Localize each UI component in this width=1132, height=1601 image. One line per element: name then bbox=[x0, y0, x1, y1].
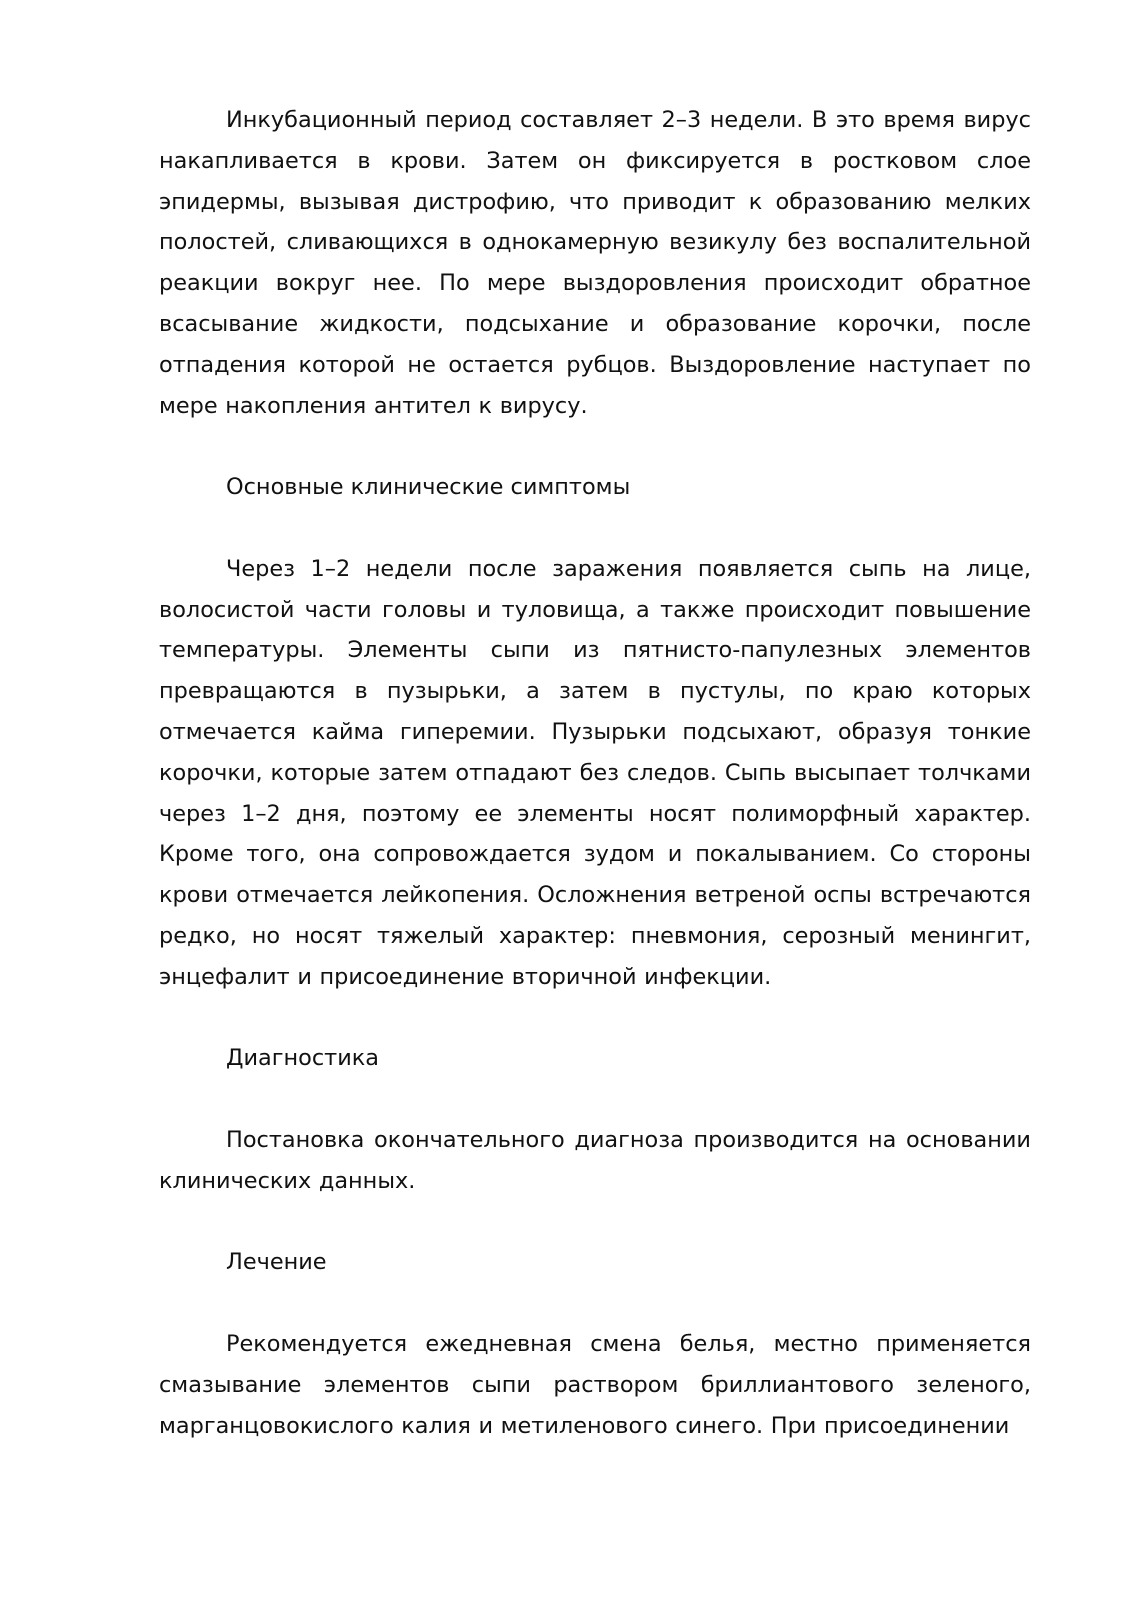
paragraph-diagnosis: Постановка окончательного диагноза производится на основании клинических данных. bbox=[159, 1126, 1031, 1194]
heading-treatment: Лечение bbox=[226, 1249, 327, 1276]
paragraph-symptoms: Через 1–2 недели после заражения появляется сыпь на лице, волосистой части головы и туловища, а также происходит повышение температуры. Элементы сыпи из пятнисто-папулезных элементов превращаются в пузырьки, а затем в пустулы, по краю которых отмечается кайма гиперемии. Пузырьки подсыхают, образуя тонкие корочки, которые затем отпадают без следов. Сыпь высыпает толчками через 1–2 дня, поэтому ее элементы носят полиморфный характер. Кроме того, она сопровождается зудом и покалыванием. Со стороны крови отмечается лейкопения. Осложнения ветреной оспы встречаются редко, но носят тяжелый характер: пневмония, серозный менингит, энцефалит и присоединение вторичной инфекции. bbox=[159, 555, 1031, 990]
spacer bbox=[159, 998, 1031, 1039]
heading-diagnostics: Диагностика bbox=[226, 1045, 380, 1072]
paragraph-incubation: Инкубационный период составляет 2–3 недели. В это время вирус накапливается в крови. Затем он фиксируется в ростковом слое эпидермы, вызывая дистрофию, что приводит к образованию мелких полостей, сливающихся в однокамерную везикулу без воспалительной реакции вокруг нее. По мере выздоровления происходит обратное всасывание жидкости, подсыхание и образование корочки, после отпадения которой не остается рубцов. Выздоровление наступает по мере накопления антител к вирусу. bbox=[159, 107, 1031, 419]
spacer bbox=[159, 426, 1031, 467]
spacer bbox=[159, 508, 1031, 549]
paragraph-treatment: Рекомендуется ежедневная смена белья, местно применяется смазывание элементов сыпи раствором бриллиантового зеленого, марганцовокислого калия и метиленового синего. При присоединении bbox=[159, 1330, 1031, 1439]
spacer bbox=[159, 1079, 1031, 1120]
heading-clinical-symptoms: Основные клинические симптомы bbox=[226, 474, 631, 501]
spacer bbox=[159, 1283, 1031, 1324]
text-column bbox=[159, 100, 1031, 1446]
spacer bbox=[159, 1202, 1031, 1243]
